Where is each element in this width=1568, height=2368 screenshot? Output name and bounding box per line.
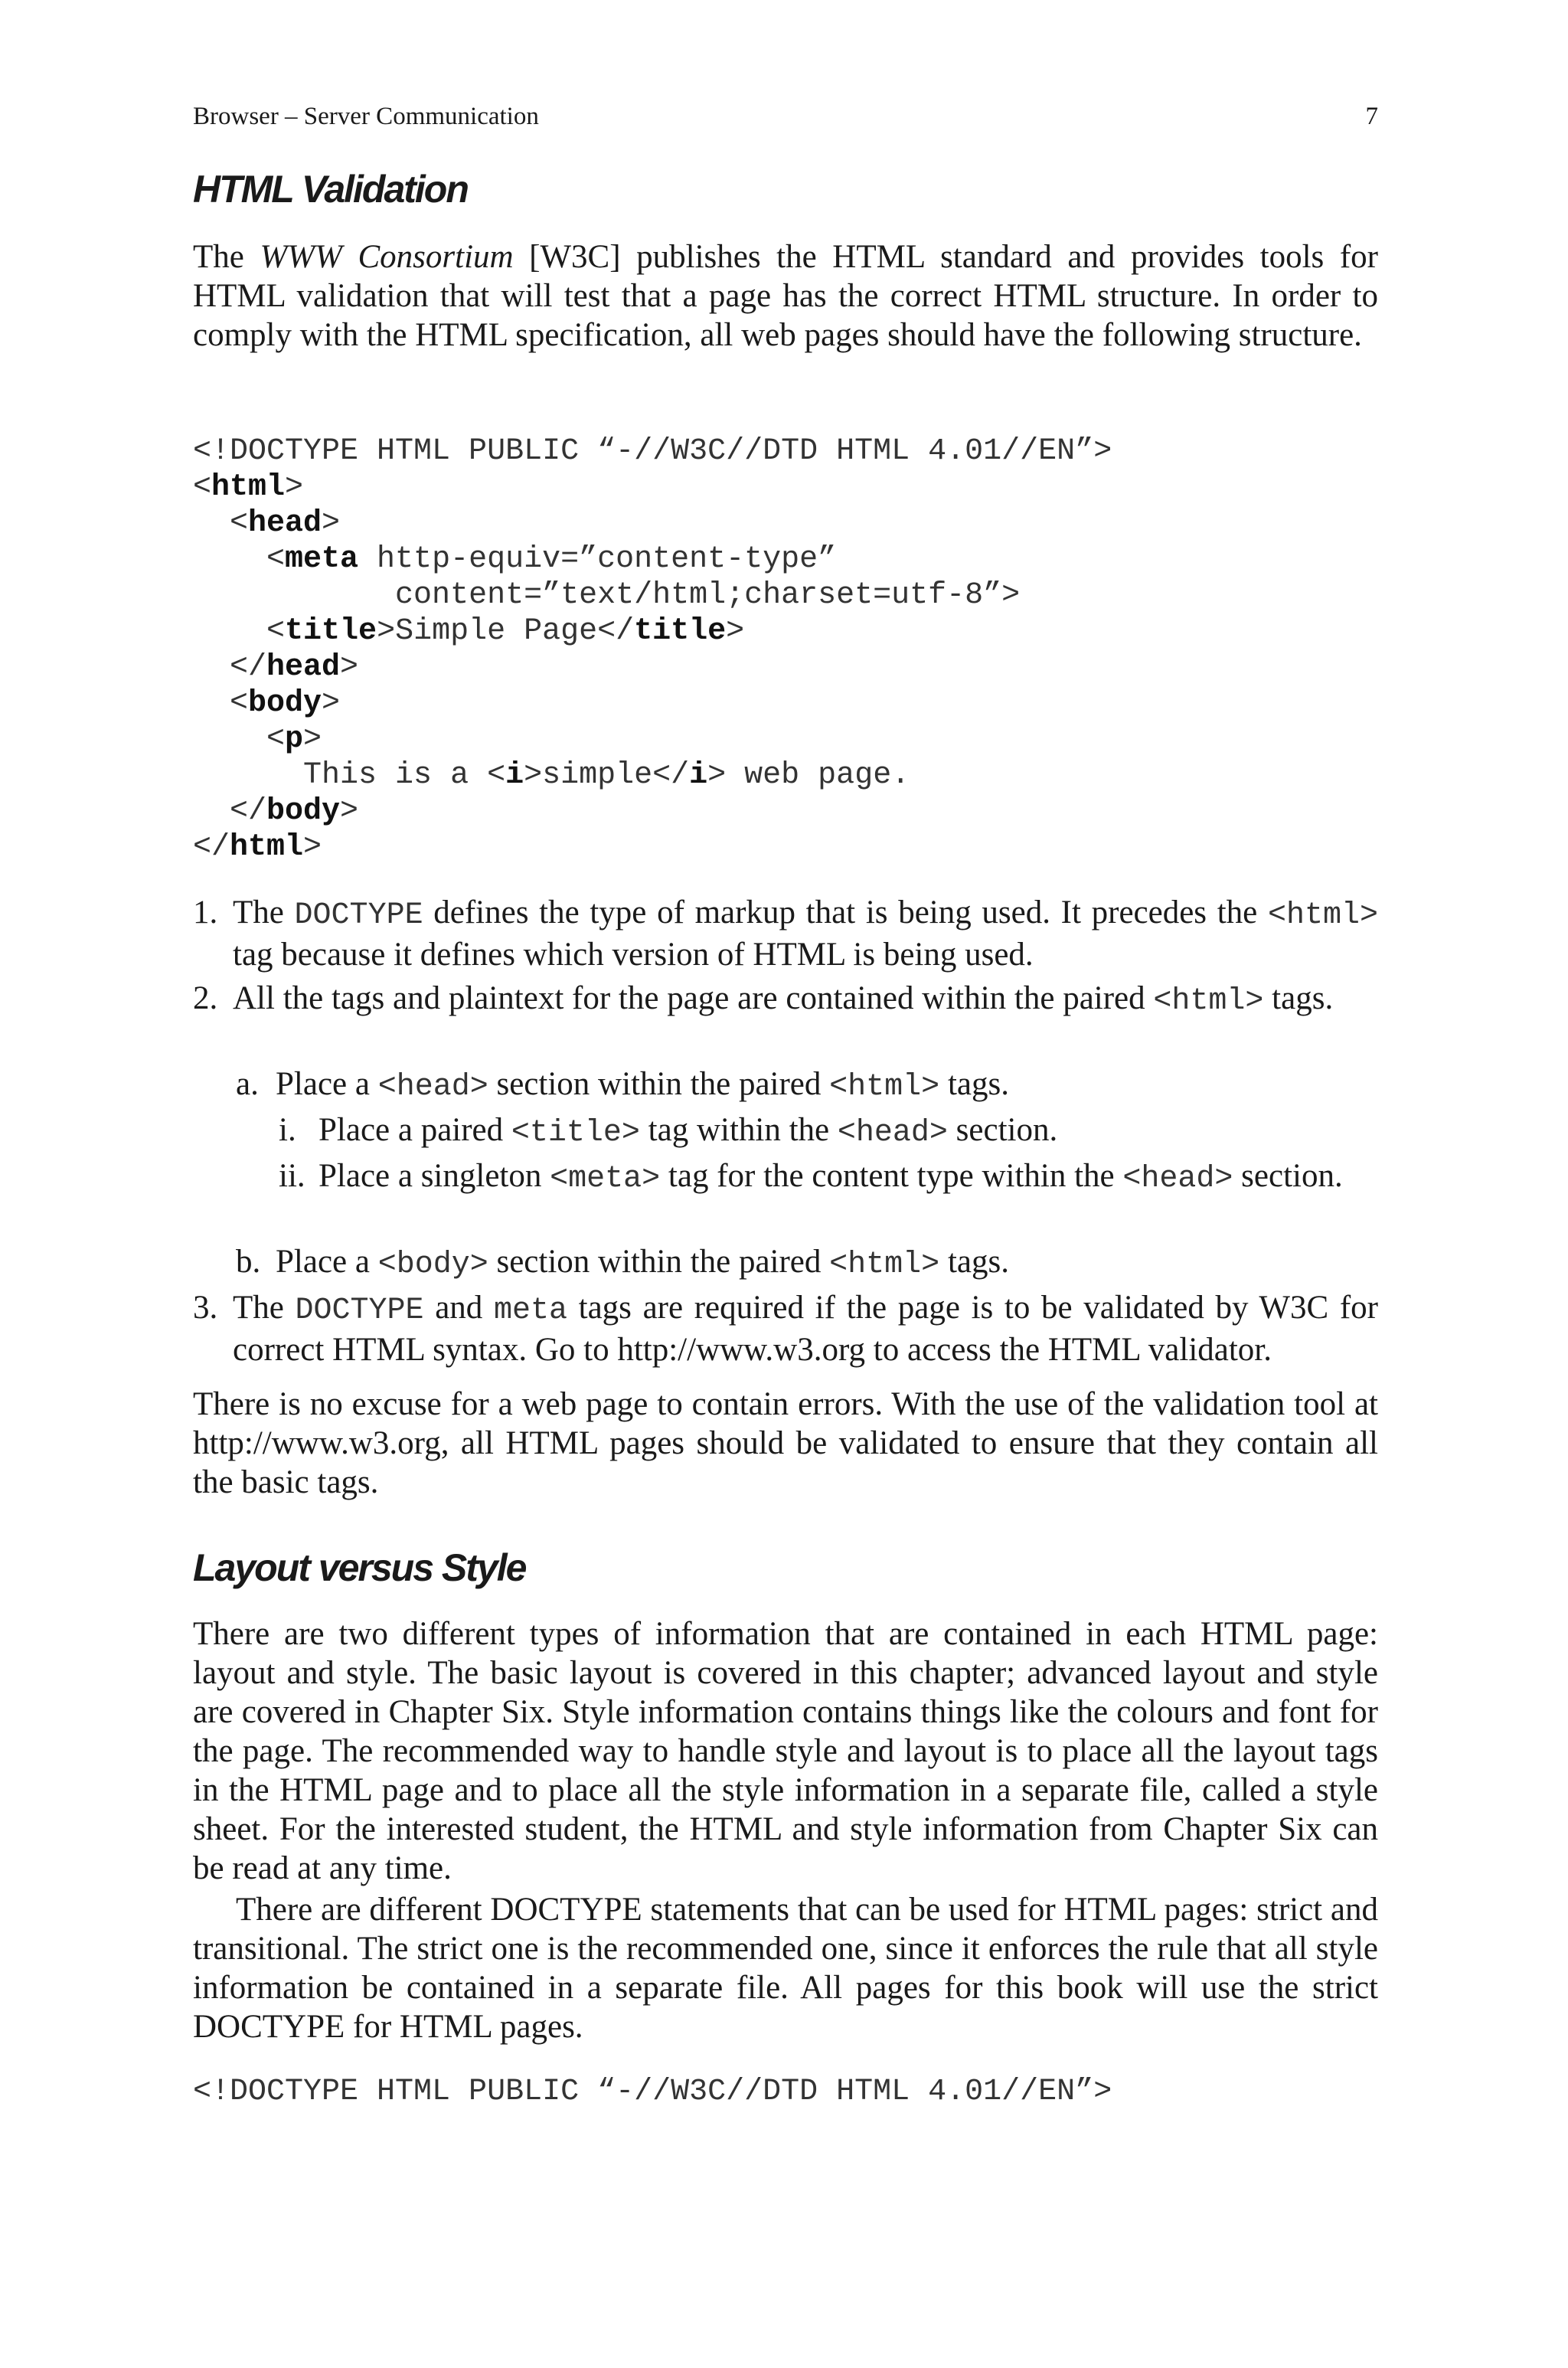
- code-line-strict-doctype: <!DOCTYPE HTML PUBLIC “-//W3C//DTD HTML 4.01//EN”>: [193, 2075, 1112, 2109]
- list-item-3: 3. The DOCTYPE and meta tags are required if the page is to be validated by W3C for correct HTML syntax. Go to http://www.w3.org to access the HTML validator.: [193, 1290, 1378, 1368]
- list-item-2a-i: i. Place a paired <title> tag within the <head> section.: [279, 1112, 1058, 1150]
- list-item-2: 2. All the tags and plaintext for the page are contained within the paired <html> tags.: [193, 980, 1334, 1019]
- section-heading-layout-versus-style: Layout versus Style: [193, 1546, 526, 1589]
- w3c-name: WWW Consortium: [260, 239, 514, 275]
- closing-paragraph: There is no excuse for a web page to contain errors. With the use of the validation tool at http://www.w3.org, all HTML pages should be validated to ensure that they contain all the basic tags.: [193, 1386, 1378, 1500]
- running-head: [193, 103, 1378, 131]
- doctype-paragraph: There are different DOCTYPE statements that can be used for HTML pages: strict and transitional. The strict one is the recommended one, since it enforces the rule that all style information be contained in a separate file. All pages for this book will use the strict DOCTYPE for HTML pages.: [193, 1892, 1378, 2045]
- list-item-1: 1. The DOCTYPE defines the type of markup that is being used. It precedes the <html> tag because it defines which version of HTML is being used.: [193, 895, 1378, 973]
- section-heading-html-validation: HTML Validation: [193, 168, 468, 211]
- running-head-title: Browser – Server Communication: [193, 103, 539, 130]
- code-line: <!DOCTYPE HTML PUBLIC “-//W3C//DTD HTML 4.01//EN”>: [193, 434, 1112, 469]
- intro-paragraph: The WWW Consortium [W3C] publishes the HTML standard and provides tools for HTML validation that will test that a page has the correct HTML structure. In order to comply with the HTML specification, all web pages should have the following structure.: [193, 239, 1378, 353]
- list-item-2a-ii: ii. Place a singleton <meta> tag for the content type within the <head> section.: [279, 1158, 1343, 1196]
- layout-paragraph: There are two different types of information that are contained in each HTML page: layout and style. The basic layout is covered in this chapter; advanced layout and style are covered in Chapter Six. Style information contains things like the colours and font for the page. The recommended way to handle style and layout is to place all the layout tags in the HTML page and to place all the style information in a separate file, called a style sheet. For the interested student, the HTML and style information from Chapter Six can be read at any time.: [193, 1616, 1378, 1886]
- code-block-html-structure: <!DOCTYPE HTML PUBLIC “-//W3C//DTD HTML 4.01//EN”> <html> <head> <meta http-equiv=”content-type” content=”text/html;charset=utf-8”> <title>Simple Page</title> </head> <body> <p> This is a <i>simple</i> web page. </body> </html>: [193, 434, 1112, 865]
- list-item-2a: a. Place a <head> section within the paired <html> tags.: [236, 1066, 1009, 1104]
- page-number: 7: [1365, 103, 1378, 130]
- list-item-2b: b. Place a <body> section within the paired <html> tags.: [236, 1244, 1009, 1282]
